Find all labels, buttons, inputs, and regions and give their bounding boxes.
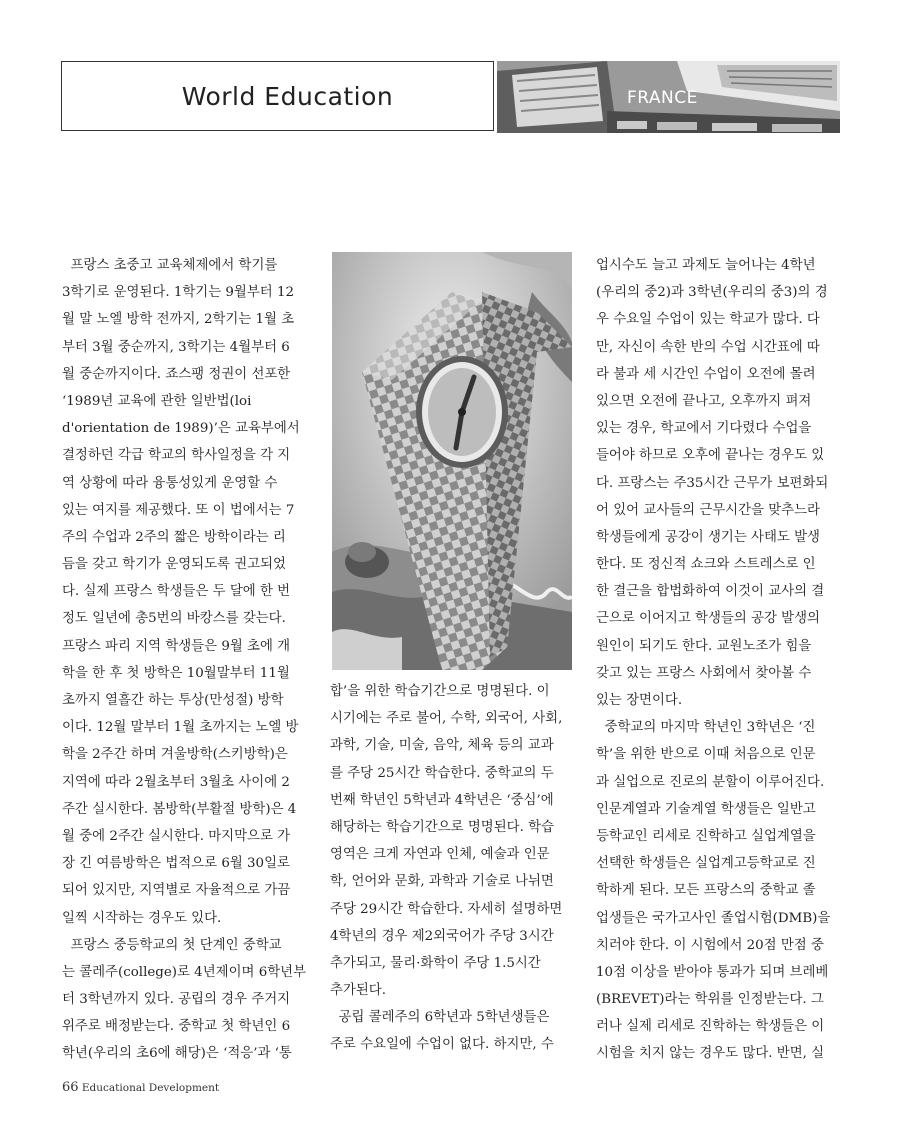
text-line: 있는 경우, 학교에서 기다렸다 수업을 (596, 421, 812, 437)
text-line: 있는 장면이다. (596, 693, 683, 708)
text-line: 만, 자신이 속한 반의 수업 시간표에 따 (596, 339, 820, 355)
text-line: 추가된다. (330, 983, 386, 999)
text-line: 주간 실시한다. 봄방학(부활절 방학)은 4 (62, 801, 297, 817)
text-line: d'orientation de 1989)’은 교육부에서 (62, 421, 300, 437)
text-line: 되어 있지만, 지역별로 자율적으로 가끔 (62, 883, 291, 899)
page-number: 66 (62, 1080, 79, 1095)
text-line: 프랑스 초중고 교육체제에서 학기를 (62, 258, 278, 273)
text-column-2 (330, 678, 576, 1059)
text-line: 일찍 시작하는 경우도 있다. (62, 910, 222, 926)
text-line: 월 말 노엘 방학 전까지, 2학기는 1월 초 (62, 312, 295, 328)
text-line: 학년(우리의 초6에 해당)은 ‘적응’과 ‘통 (62, 1046, 292, 1062)
section-title: World Education (181, 81, 394, 111)
text-line: 한 결근을 합법화하여 이것이 교사의 결 (596, 584, 825, 600)
text-line: 결정하던 각급 학교의 학사일정을 각 지 (62, 448, 291, 464)
publication-name: Educational Development (81, 1082, 220, 1094)
text-line: 학’을 위한 반으로 이때 처음으로 인문 (596, 747, 816, 763)
text-line: 학을 한 후 첫 방학은 10월말부터 11월 (62, 665, 290, 681)
text-line: 학을 2주간 하며 겨울방학(스키방학)은 (62, 747, 288, 763)
text-line: 한다. 또 정신적 쇼크와 스트레스로 인 (596, 557, 816, 573)
text-line: 라 불과 세 시간인 수업이 오전에 몰려 (596, 366, 816, 382)
text-line: 과 실업으로 진로의 분할이 이루어진다. (596, 774, 825, 790)
text-line: 10점 이상을 받아야 통과가 되며 브레베 (596, 964, 829, 980)
header-title-box (61, 61, 494, 131)
text-line: 학하게 된다. 모든 프랑스의 중학교 졸 (596, 883, 816, 899)
text-line: 정도 일년에 총5번의 바캉스를 갖는다. (62, 611, 286, 627)
illustration (332, 252, 572, 670)
text-line: 선택한 학생들은 실업계고등학교로 진 (596, 856, 816, 872)
text-line: 주의 수업과 2주의 짧은 방학이라는 리 (62, 529, 286, 545)
text-line: 갖고 있는 프랑스 사회에서 찾아볼 수 (596, 665, 812, 681)
text-line: 등학교인 리세로 진학하고 실업계열을 (596, 828, 816, 844)
text-line: 인문계열과 기술계열 학생들은 일반고 (596, 801, 816, 817)
text-line: 는 콜레주(college)로 4년제이며 6학년부 (62, 964, 307, 980)
text-line: ‘1989년 교육에 관한 일반법(loi (62, 393, 252, 409)
text-line: 업생들은 국가고사인 졸업시험(DMB)을 (596, 910, 831, 926)
text-line: 지역에 따라 2월초부터 3월초 사이에 2 (62, 774, 290, 790)
text-line: 번째 학년인 5학년과 4학년은 ‘중심’에 (330, 792, 554, 808)
header-banner (497, 61, 840, 133)
text-line: 추가되고, 물리·화학이 주당 1.5시간 (330, 955, 541, 971)
clock-tower-illustration-icon (332, 252, 572, 670)
text-line: 공립 콜레주의 6학년과 5학년생들은 (330, 1010, 550, 1026)
text-column-1 (62, 252, 308, 1068)
text-line: 합’을 위한 학습기간으로 명명된다. 이 (330, 684, 550, 699)
text-line: 역 상황에 따라 융통성있게 운영할 수 (62, 475, 278, 491)
text-line: 프랑스 파리 지역 학생들은 9월 초에 개 (62, 638, 291, 654)
text-line: 부터 3월 중순까지, 3학기는 4월부터 6 (62, 339, 290, 355)
text-line: 영역은 크게 자연과 인체, 예술과 인문 (330, 847, 550, 863)
text-line: 초까지 열흘간 하는 투상(만성절) 방학 (62, 693, 284, 708)
text-line: 시기에는 주로 불어, 수학, 외국어, 사회, (330, 711, 563, 727)
text-column-3 (596, 252, 842, 1068)
text-line: 장 긴 여름방학은 법적으로 6월 30일로 (62, 856, 290, 872)
text-line: 학생들에게 공강이 생기는 사태도 발생 (596, 529, 820, 545)
text-line: 업시수도 늘고 과제도 늘어나는 4학년 (596, 258, 816, 273)
text-line: 들어야 하므로 오후에 끝나는 경우도 있 (596, 448, 825, 464)
text-line: 3학기로 운영된다. 1학기는 9월부터 12 (62, 285, 295, 301)
text-line: 해당하는 학습기간으로 명명된다. 학습 (330, 819, 554, 835)
text-line: 러나 실제 리세로 진학하는 학생들은 이 (596, 1019, 825, 1035)
text-line: 프랑스 중등학교의 첫 단계인 중학교 (62, 937, 282, 953)
text-line: 이다. 12월 말부터 1월 초까지는 노엘 방 (62, 720, 299, 736)
text-line: 있으면 오전에 끝나고, 오후까지 펴져 (596, 393, 812, 409)
text-line: 학, 언어와 문화, 과학과 기술로 나뉘면 (330, 874, 554, 890)
text-line: 과학, 기술, 미술, 음악, 체육 등의 교과 (330, 738, 554, 754)
text-line: 다. 프랑스는 주35시간 근무가 보편화되 (596, 475, 829, 491)
text-line: (BREVET)라는 학위를 인정받는다. 그 (596, 992, 824, 1008)
text-line: 4학년의 경우 제2외국어가 주당 3시간 (330, 928, 554, 944)
text-line: 주로 수요일에 수업이 없다. 하지만, 수 (330, 1037, 554, 1053)
text-line: 를 주당 25시간 학습한다. 중학교의 두 (330, 765, 554, 781)
country-label: FRANCE (627, 88, 698, 108)
text-line: 월 중순까지이다. 죠스팽 정권이 선포한 (62, 366, 291, 382)
text-line: 어 있어 교사들의 근무시간을 맞추느라 (596, 502, 820, 518)
text-line: 듬을 갖고 학기가 운영되도록 권고되었 (62, 557, 286, 573)
text-line: 치러야 한다. 이 시험에서 20점 만점 중 (596, 937, 824, 953)
text-line: 원인이 되기도 한다. 교원노조가 힘을 (596, 638, 812, 654)
text-line: 위주로 배정받는다. 중학교 첫 학년인 6 (62, 1019, 291, 1035)
text-line: (우리의 중2)과 3학년(우리의 중3)의 경 (596, 285, 828, 301)
page-footer (62, 1080, 219, 1095)
text-line: 터 3학년까지 있다. 공립의 경우 주거지 (62, 992, 291, 1008)
text-line: 주당 29시간 학습한다. 자세히 설명하면 (330, 901, 563, 917)
text-line: 근으로 이어지고 학생들의 공강 발생의 (596, 611, 820, 627)
text-line: 월 중에 2주간 실시한다. 마지막으로 가 (62, 828, 291, 844)
text-line: 다. 실제 프랑스 학생들은 두 달에 한 번 (62, 584, 291, 600)
text-line: 시험을 치지 않는 경우도 많다. 반면, 실 (596, 1046, 825, 1062)
text-line: 중학교의 마지막 학년인 3학년은 ‘진 (596, 720, 816, 736)
text-line: 있는 여지를 제공했다. 또 이 법에서는 7 (62, 502, 295, 518)
text-line: 우 수요일 수업이 있는 학교가 많다. 다 (596, 312, 820, 328)
